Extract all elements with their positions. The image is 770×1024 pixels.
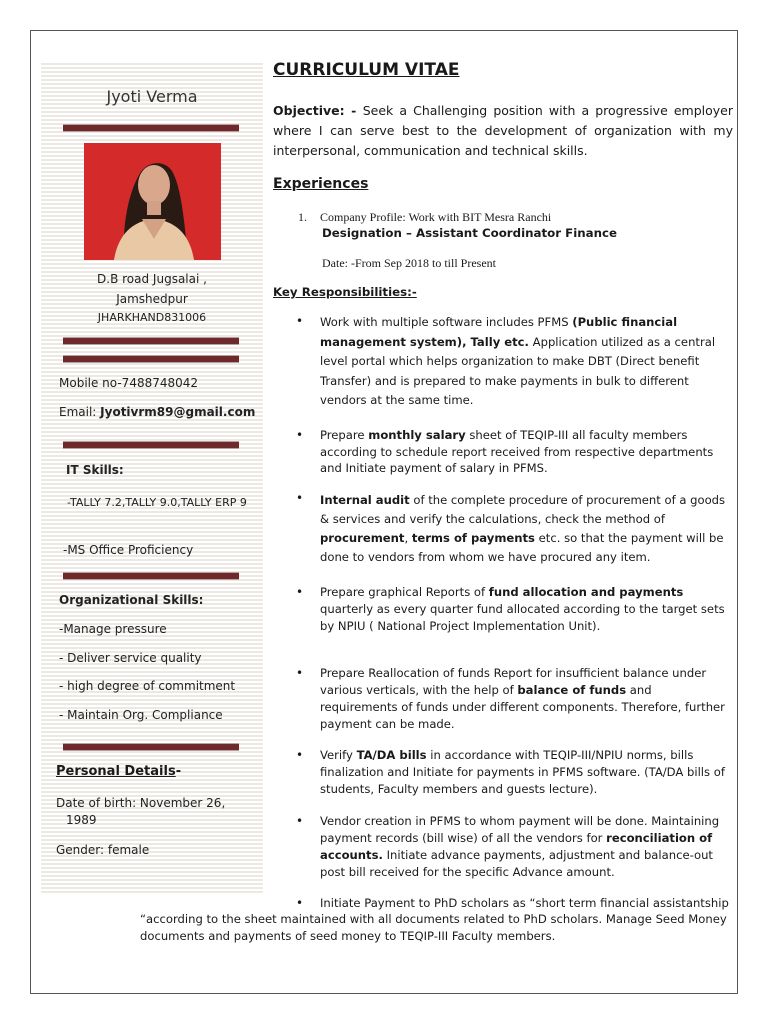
- candidate-name: Jyoti Verma: [106, 87, 198, 106]
- email-value[interactable]: Jyotivrm89@gmail.com: [100, 405, 256, 419]
- org-skill-item: - high degree of commitment: [59, 679, 236, 693]
- responsibility-item: Work with multiple software includes PFMS (Public financial management system), Tally etc. Application utilized as a central level portal which helps organization to make DBT (Direct benefit Transfer) and is prepared to make payments in bulk to different vendors at the same time.: [320, 315, 716, 407]
- responsibility-item-line: “according to the sheet maintained with all documents related to PhD scholars. Manage Seed Money: [140, 912, 727, 926]
- bullet-icon: •: [296, 814, 304, 828]
- responsibility-item: Internal audit of the complete procedure of procurement of a goods & services and verify the calculations, check the method of procurement, terms of payments etc. so that the payment will be done to vendors from whom we have procured any item.: [320, 493, 726, 564]
- objective-label: Objective: -: [273, 103, 363, 118]
- responsibility-item-line: Initiate Payment to PhD scholars as “short term financial assistantship: [320, 896, 729, 910]
- responsibility-item-line: documents and payments of seed money to TEQIP-III Faculty members.: [140, 929, 556, 943]
- date-of-birth: Date of birth: November 26,: [56, 796, 226, 810]
- gender: Gender: female: [56, 843, 150, 857]
- responsibility-item: Vendor creation in PFMS to whom payment will be done. Maintaining payment records (bill wise) of all the vendors for reconciliation of accounts. Initiate advance payments, adjustment and balance-out post bill received for the specific Advance amount.: [320, 814, 720, 879]
- it-skill-item: -TALLY 7.2,TALLY 9.0,TALLY ERP 9: [67, 496, 247, 509]
- designation: Designation – Assistant Coordinator Finance: [322, 226, 617, 240]
- bullet-icon: •: [296, 428, 304, 442]
- company-profile: Company Profile: Work with BIT Mesra Ranchi: [320, 210, 552, 224]
- address-line-2: Jamshedpur: [116, 292, 188, 306]
- divider: [63, 743, 239, 751]
- profile-photo: [84, 143, 221, 260]
- date-of-birth-year: 1989: [66, 813, 97, 827]
- org-skill-item: - Maintain Org. Compliance: [59, 708, 223, 722]
- address-line-3: JHARKHAND831006: [97, 311, 207, 324]
- divider: [63, 124, 239, 132]
- bullet-icon: •: [296, 666, 304, 680]
- divider: [63, 572, 239, 580]
- experiences-heading: Experiences: [273, 176, 369, 192]
- list-number: 1.: [298, 210, 307, 224]
- responsibilities-heading: Key Responsibilities:-: [273, 285, 417, 299]
- email-line: [59, 405, 255, 419]
- bullet-icon: •: [296, 748, 304, 762]
- personal-details-heading: Personal Details-: [56, 764, 182, 779]
- bullet-icon: •: [296, 585, 304, 599]
- document-title: CURRICULUM VITAE: [273, 60, 460, 80]
- responsibility-item: Prepare Reallocation of funds Report for insufficient balance under various verticals, with the help of balance of funds and requirements of funds under different components. Therefore, further payment can be made.: [320, 666, 725, 731]
- employment-date: Date: -From Sep 2018 to till Present: [322, 256, 496, 270]
- divider: [63, 337, 239, 345]
- org-skill-item: - Deliver service quality: [59, 651, 202, 665]
- mobile-number: Mobile no-7488748042: [59, 376, 199, 390]
- responsibility-item: Prepare monthly salary sheet of TEQIP-III all faculty members according to schedule report received from respective departments and Initiate payment of salary in PFMS.: [320, 428, 714, 475]
- bullet-icon: •: [296, 491, 304, 505]
- it-skills-heading: IT Skills:: [66, 463, 124, 477]
- responsibility-item: Prepare graphical Reports of fund allocation and payments quarterly as every quarter fund allocated according to the target sets by NPIU ( National Project Implementation Unit).: [320, 585, 725, 633]
- divider: [63, 355, 239, 363]
- email-label: Email:: [59, 405, 101, 419]
- bullet-icon: •: [296, 314, 304, 328]
- org-skill-item: -Manage pressure: [59, 622, 167, 636]
- address-line-1: D.B road Jugsalai ,: [97, 272, 207, 286]
- objective-paragraph: [273, 101, 733, 161]
- divider: [63, 441, 239, 449]
- objective-text: Seek a Challenging position with a progressive employer where I can serve best to the development of organization with my interpersonal, communication and technical skills.: [273, 103, 733, 158]
- it-skill-item: -MS Office Proficiency: [63, 543, 194, 557]
- responsibility-item: Verify TA/DA bills in accordance with TEQIP-III/NPIU norms, bills finalization and Initiate for payments in PFMS software. (TA/DA bills of students, Faculty members and guests lecture).: [320, 748, 725, 796]
- bullet-icon: •: [296, 896, 304, 910]
- org-skills-heading: Organizational Skills:: [59, 593, 204, 607]
